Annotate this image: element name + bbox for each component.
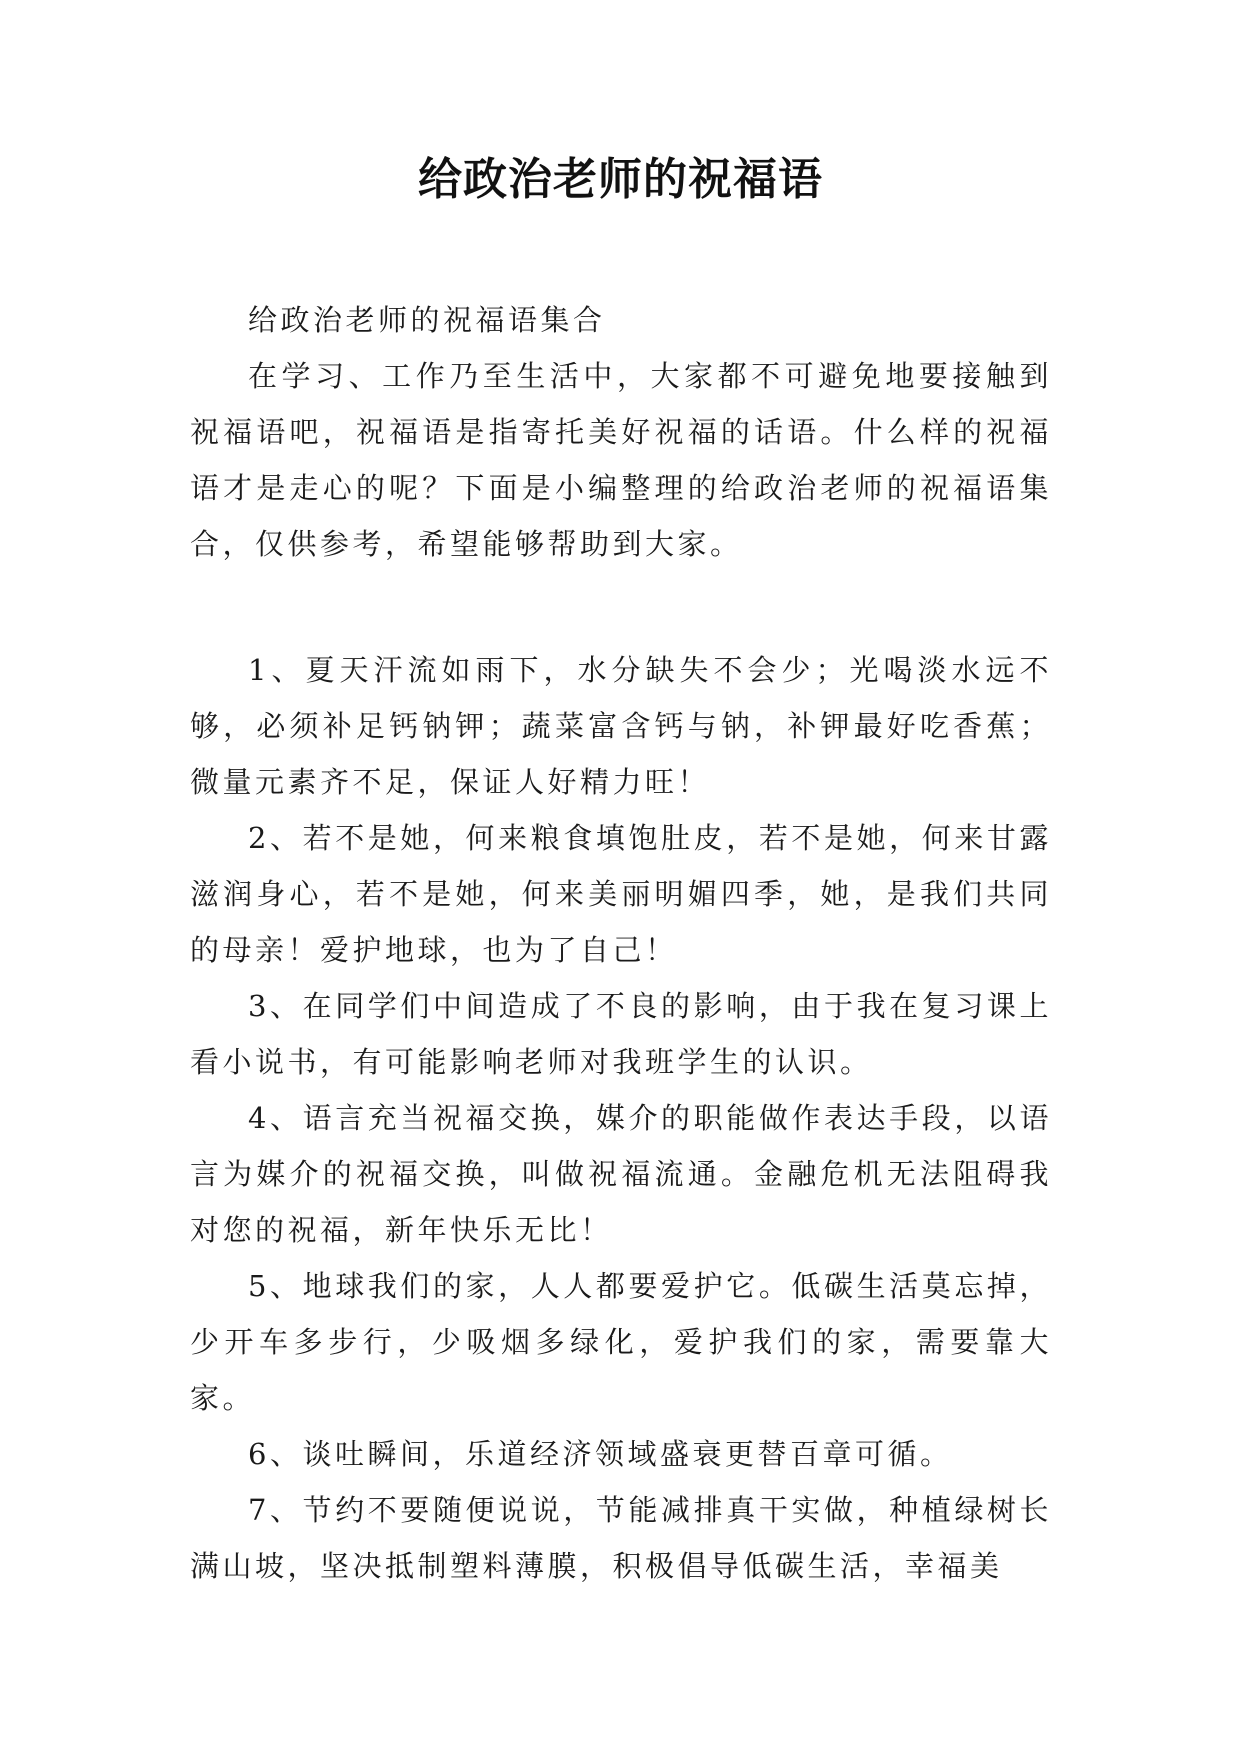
list-item: 6、谈吐瞬间，乐道经济领域盛衰更替百章可循。 (248, 1437, 953, 1471)
document-body (190, 292, 1052, 1594)
list-item: 4、语言充当祝福交换，媒介的职能做作表达手段，以语言为媒介的祝福交换，叫做祝福流通。金融危机无法阻碍我对您的祝福，新年快乐无比！ (190, 1101, 1052, 1247)
intro-paragraph: 在学习、工作乃至生活中，大家都不可避免地要接触到祝福语吧，祝福语是指寄托美好祝福的话语。什么样的祝福语才是走心的呢？下面是小编整理的给政治老师的祝福语集合，仅供参考，希望能够帮助到大家。 (190, 359, 1052, 561)
list-item: 5、地球我们的家，人人都要爱护它。低碳生活莫忘掉，少开车多步行，少吸烟多绿化，爱护我们的家，需要靠大家。 (190, 1269, 1052, 1415)
list-item: 3、在同学们中间造成了不良的影响，由于我在复习课上看小说书，有可能影响老师对我班学生的认识。 (190, 989, 1052, 1079)
list-item: 7、节约不要随便说说，节能减排真干实做，种植绿树长满山坡，坚决抵制塑料薄膜，积极倡导低碳生活，幸福美 (190, 1493, 1052, 1583)
document-title: 给政治老师的祝福语 (418, 154, 823, 205)
paragraph-spacer (190, 572, 1052, 642)
list-item: 1、夏天汗流如雨下，水分缺失不会少；光喝淡水远不够，必须补足钙钠钾；蔬菜富含钙与钠，补钾最好吃香蕉；微量元素齐不足，保证人好精力旺！ (190, 653, 1052, 799)
list-item: 2、若不是她，何来粮食填饱肚皮，若不是她，何来甘露滋润身心，若不是她，何来美丽明媚四季，她，是我们共同的母亲！爱护地球，也为了自己！ (190, 821, 1052, 967)
document-subtitle: 给政治老师的祝福语集合 (248, 303, 606, 337)
